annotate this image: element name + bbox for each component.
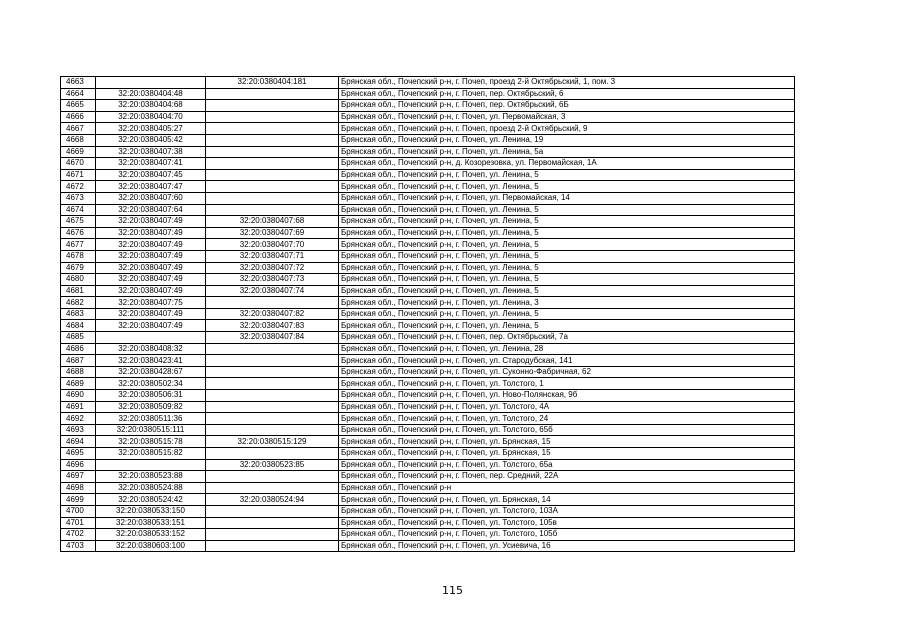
cadastral-number-cell: 32:20:0380524:42: [96, 494, 206, 506]
related-cadastral-number-cell: [206, 123, 339, 135]
related-cadastral-number-cell: [206, 134, 339, 146]
related-cadastral-number-cell: [206, 424, 339, 436]
row-number-cell: 4674: [61, 204, 96, 216]
table-row: [61, 123, 795, 135]
related-cadastral-number-cell: 32:20:0380407:74: [206, 285, 339, 297]
cadastral-number-cell: 32:20:0380515:82: [96, 448, 206, 460]
address-cell: Брянская обл., Почепский р-н, г. Почеп, ул. Толстого, 65б: [339, 424, 795, 436]
address-cell: Брянская обл., Почепский р-н, г. Почеп, проезд 2-й Октябрьский, 1, пом. 3: [339, 77, 795, 89]
table-row: [61, 308, 795, 320]
address-cell: Брянская обл., Почепский р-н, г. Почеп, ул. Ленина, 5: [339, 169, 795, 181]
cadastral-number-cell: 32:20:0380408:32: [96, 343, 206, 355]
cadastral-number-cell: 32:20:0380423:41: [96, 355, 206, 367]
table-row: [61, 424, 795, 436]
row-number-cell: 4702: [61, 529, 96, 541]
related-cadastral-number-cell: [206, 88, 339, 100]
cadastral-number-cell: 32:20:0380407:49: [96, 239, 206, 251]
address-cell: Брянская обл., Почепский р-н, г. Почеп, ул. Первомайская, 3: [339, 111, 795, 123]
address-cell: Брянская обл., Почепский р-н, г. Почеп, ул. Толстого, 65а: [339, 459, 795, 471]
cadastral-number-cell: 32:20:0380502:34: [96, 378, 206, 390]
address-cell: Брянская обл., Почепский р-н, г. Почеп, ул. Ленина, 5: [339, 274, 795, 286]
table-row: [61, 146, 795, 158]
table-row: [61, 77, 795, 89]
related-cadastral-number-cell: [206, 158, 339, 170]
address-cell: Брянская обл., Почепский р-н, г. Почеп, ул. Брянская, 15: [339, 448, 795, 460]
cadastral-number-cell: 32:20:0380523:88: [96, 471, 206, 483]
row-number-cell: 4677: [61, 239, 96, 251]
cadastral-number-cell: 32:20:0380506:31: [96, 390, 206, 402]
table-row: [61, 134, 795, 146]
row-number-cell: 4673: [61, 192, 96, 204]
row-number-cell: 4667: [61, 123, 96, 135]
related-cadastral-number-cell: 32:20:0380407:73: [206, 274, 339, 286]
row-number-cell: 4663: [61, 77, 96, 89]
table-row: [61, 297, 795, 309]
table-row: [61, 448, 795, 460]
row-number-cell: 4666: [61, 111, 96, 123]
address-cell: Брянская обл., Почепский р-н, г. Почеп, ул. Ново-Полянская, 9б: [339, 390, 795, 402]
table-row: [61, 540, 795, 552]
table-row: [61, 227, 795, 239]
row-number-cell: 4672: [61, 181, 96, 193]
table-row: [61, 158, 795, 170]
table-row: [61, 111, 795, 123]
row-number-cell: 4700: [61, 505, 96, 517]
related-cadastral-number-cell: [206, 204, 339, 216]
table-row: [61, 216, 795, 228]
table-row: [61, 262, 795, 274]
related-cadastral-number-cell: 32:20:0380407:82: [206, 308, 339, 320]
row-number-cell: 4669: [61, 146, 96, 158]
cadastral-number-cell: [96, 332, 206, 344]
related-cadastral-number-cell: [206, 169, 339, 181]
row-number-cell: 4692: [61, 413, 96, 425]
address-cell: Брянская обл., Почепский р-н, г. Почеп, ул. Ленина, 5: [339, 239, 795, 251]
related-cadastral-number-cell: [206, 448, 339, 460]
cadastral-number-cell: 32:20:0380407:49: [96, 308, 206, 320]
row-number-cell: 4699: [61, 494, 96, 506]
table-row: [61, 285, 795, 297]
cadastral-number-cell: 32:20:0380407:60: [96, 192, 206, 204]
related-cadastral-number-cell: [206, 505, 339, 517]
address-cell: Брянская обл., Почепский р-н, г. Почеп, ул. Толстого, 103А: [339, 505, 795, 517]
address-cell: Брянская обл., Почепский р-н, г. Почеп, ул. Ленина, 5: [339, 227, 795, 239]
related-cadastral-number-cell: 32:20:0380404:181: [206, 77, 339, 89]
table-row: [61, 355, 795, 367]
address-cell: Брянская обл., Почепский р-н, г. Почеп, ул. Ленина, 5: [339, 181, 795, 193]
table-row: [61, 482, 795, 494]
address-cell: Брянская обл., Почепский р-н, г. Почеп, ул. Суконно-Фабричная, 62: [339, 366, 795, 378]
related-cadastral-number-cell: [206, 540, 339, 552]
table-row: [61, 192, 795, 204]
related-cadastral-number-cell: 32:20:0380515:129: [206, 436, 339, 448]
address-cell: Брянская обл., Почепский р-н, г. Почеп, ул. Первомайская, 14: [339, 192, 795, 204]
cadastral-number-cell: 32:20:0380407:38: [96, 146, 206, 158]
table-row: [61, 436, 795, 448]
cadastral-number-cell: 32:20:0380404:48: [96, 88, 206, 100]
cadastral-number-cell: 32:20:0380405:27: [96, 123, 206, 135]
row-number-cell: 4697: [61, 471, 96, 483]
table-row: [61, 274, 795, 286]
address-cell: Брянская обл., Почепский р-н, г. Почеп, ул. Толстого, 24: [339, 413, 795, 425]
address-cell: Брянская обл., Почепский р-н, г. Почеп, ул. Ленина, 5: [339, 262, 795, 274]
table-row: [61, 471, 795, 483]
related-cadastral-number-cell: [206, 366, 339, 378]
row-number-cell: 4668: [61, 134, 96, 146]
row-number-cell: 4686: [61, 343, 96, 355]
address-cell: Брянская обл., Почепский р-н, г. Почеп, ул. Ленина, 5: [339, 216, 795, 228]
related-cadastral-number-cell: [206, 111, 339, 123]
cadastral-number-cell: 32:20:0380404:70: [96, 111, 206, 123]
related-cadastral-number-cell: 32:20:0380407:72: [206, 262, 339, 274]
table-row: [61, 459, 795, 471]
row-number-cell: 4691: [61, 401, 96, 413]
row-number-cell: 4670: [61, 158, 96, 170]
related-cadastral-number-cell: [206, 529, 339, 541]
property-register-table: [60, 76, 795, 552]
row-number-cell: 4675: [61, 216, 96, 228]
table-row: [61, 378, 795, 390]
register-table-body: [61, 77, 795, 552]
cadastral-number-cell: [96, 77, 206, 89]
table-row: [61, 517, 795, 529]
row-number-cell: 4664: [61, 88, 96, 100]
row-number-cell: 4689: [61, 378, 96, 390]
cadastral-number-cell: 32:20:0380405:42: [96, 134, 206, 146]
address-cell: Брянская обл., Почепский р-н, г. Почеп, ул. Ленина, 5: [339, 308, 795, 320]
address-cell: Брянская обл., Почепский р-н, г. Почеп, ул. Толстого, 105б: [339, 529, 795, 541]
related-cadastral-number-cell: 32:20:0380407:69: [206, 227, 339, 239]
related-cadastral-number-cell: [206, 343, 339, 355]
address-cell: Брянская обл., Почепский р-н, г. Почеп, ул. Ленина, 5: [339, 250, 795, 262]
table-row: [61, 169, 795, 181]
table-row: [61, 204, 795, 216]
address-cell: Брянская обл., Почепский р-н, г. Почеп, ул. Толстого, 1: [339, 378, 795, 390]
table-row: [61, 401, 795, 413]
related-cadastral-number-cell: 32:20:0380407:70: [206, 239, 339, 251]
address-cell: Брянская обл., Почепский р-н, г. Почеп, ул. Ленина, 28: [339, 343, 795, 355]
address-cell: Брянская обл., Почепский р-н, д. Козорезовка, ул. Первомайская, 1А: [339, 158, 795, 170]
address-cell: Брянская обл., Почепский р-н, г. Почеп, ул. Усиевича, 16: [339, 540, 795, 552]
table-row: [61, 100, 795, 112]
cadastral-number-cell: 32:20:0380407:49: [96, 285, 206, 297]
cadastral-number-cell: 32:20:0380407:64: [96, 204, 206, 216]
table-row: [61, 239, 795, 251]
related-cadastral-number-cell: [206, 146, 339, 158]
row-number-cell: 4680: [61, 274, 96, 286]
related-cadastral-number-cell: 32:20:0380407:68: [206, 216, 339, 228]
table-row: [61, 505, 795, 517]
related-cadastral-number-cell: [206, 192, 339, 204]
address-cell: Брянская обл., Почепский р-н, г. Почеп, пер. Октябрьский, 6: [339, 88, 795, 100]
address-cell: Брянская обл., Почепский р-н, г. Почеп, проезд 2-й Октябрьский, 9: [339, 123, 795, 135]
row-number-cell: 4696: [61, 459, 96, 471]
related-cadastral-number-cell: 32:20:0380407:84: [206, 332, 339, 344]
related-cadastral-number-cell: [206, 482, 339, 494]
cadastral-number-cell: 32:20:0380511:36: [96, 413, 206, 425]
table-row: [61, 366, 795, 378]
related-cadastral-number-cell: 32:20:0380524:94: [206, 494, 339, 506]
address-cell: Брянская обл., Почепский р-н, г. Почеп, пер. Октябрьский, 6Б: [339, 100, 795, 112]
row-number-cell: 4701: [61, 517, 96, 529]
cadastral-number-cell: 32:20:0380407:49: [96, 250, 206, 262]
related-cadastral-number-cell: [206, 390, 339, 402]
page-number: 115: [442, 584, 463, 597]
table-row: [61, 181, 795, 193]
cadastral-number-cell: 32:20:0380407:75: [96, 297, 206, 309]
related-cadastral-number-cell: 32:20:0380523:85: [206, 459, 339, 471]
table-row: [61, 390, 795, 402]
row-number-cell: 4685: [61, 332, 96, 344]
row-number-cell: 4671: [61, 169, 96, 181]
row-number-cell: 4694: [61, 436, 96, 448]
address-cell: Брянская обл., Почепский р-н, г. Почеп, ул. Брянская, 14: [339, 494, 795, 506]
table-row: [61, 320, 795, 332]
address-cell: Брянская обл., Почепский р-н, г. Почеп, ул. Толстого, 105в: [339, 517, 795, 529]
cadastral-number-cell: 32:20:0380533:151: [96, 517, 206, 529]
address-cell: Брянская обл., Почепский р-н, г. Почеп, ул. Стародубская, 141: [339, 355, 795, 367]
related-cadastral-number-cell: [206, 413, 339, 425]
address-cell: Брянская обл., Почепский р-н, г. Почеп, пер. Средний, 22А: [339, 471, 795, 483]
table-row: [61, 332, 795, 344]
row-number-cell: 4676: [61, 227, 96, 239]
cadastral-number-cell: 32:20:0380515:78: [96, 436, 206, 448]
row-number-cell: 4681: [61, 285, 96, 297]
address-cell: Брянская обл., Почепский р-н, г. Почеп, ул. Брянская, 15: [339, 436, 795, 448]
address-cell: Брянская обл., Почепский р-н, г. Почеп, ул. Ленина, 5: [339, 204, 795, 216]
row-number-cell: 4684: [61, 320, 96, 332]
related-cadastral-number-cell: [206, 100, 339, 112]
address-cell: Брянская обл., Почепский р-н, г. Почеп, ул. Толстого, 4А: [339, 401, 795, 413]
row-number-cell: 4690: [61, 390, 96, 402]
row-number-cell: 4693: [61, 424, 96, 436]
table-row: [61, 250, 795, 262]
row-number-cell: 4703: [61, 540, 96, 552]
related-cadastral-number-cell: [206, 297, 339, 309]
table-row: [61, 494, 795, 506]
cadastral-number-cell: 32:20:0380404:68: [96, 100, 206, 112]
table-row: [61, 413, 795, 425]
cadastral-number-cell: 32:20:0380407:47: [96, 181, 206, 193]
cadastral-number-cell: 32:20:0380407:49: [96, 262, 206, 274]
cadastral-number-cell: 32:20:0380515:111: [96, 424, 206, 436]
table-row: [61, 343, 795, 355]
cadastral-number-cell: 32:20:0380509:82: [96, 401, 206, 413]
cadastral-number-cell: [96, 459, 206, 471]
cadastral-number-cell: 32:20:0380603:100: [96, 540, 206, 552]
address-cell: Брянская обл., Почепский р-н, г. Почеп, ул. Ленина, 5а: [339, 146, 795, 158]
row-number-cell: 4698: [61, 482, 96, 494]
related-cadastral-number-cell: [206, 355, 339, 367]
address-cell: Брянская обл., Почепский р-н, г. Почеп, ул. Ленина, 3: [339, 297, 795, 309]
row-number-cell: 4682: [61, 297, 96, 309]
address-cell: Брянская обл., Почепский р-н, г. Почеп, ул. Ленина, 5: [339, 320, 795, 332]
address-cell: Брянская обл., Почепский р-н, г. Почеп, ул. Ленина, 19: [339, 134, 795, 146]
row-number-cell: 4695: [61, 448, 96, 460]
row-number-cell: 4678: [61, 250, 96, 262]
table-row: [61, 529, 795, 541]
cadastral-number-cell: 32:20:0380407:49: [96, 227, 206, 239]
cadastral-number-cell: 32:20:0380407:49: [96, 216, 206, 228]
related-cadastral-number-cell: 32:20:0380407:83: [206, 320, 339, 332]
row-number-cell: 4683: [61, 308, 96, 320]
cadastral-number-cell: 32:20:0380428:67: [96, 366, 206, 378]
row-number-cell: 4688: [61, 366, 96, 378]
related-cadastral-number-cell: [206, 378, 339, 390]
address-cell: Брянская обл., Почепский р-н, г. Почеп, пер. Октябрьский, 7а: [339, 332, 795, 344]
cadastral-number-cell: 32:20:0380533:150: [96, 505, 206, 517]
cadastral-number-cell: 32:20:0380407:41: [96, 158, 206, 170]
cadastral-number-cell: 32:20:0380524:88: [96, 482, 206, 494]
cadastral-number-cell: 32:20:0380407:49: [96, 320, 206, 332]
row-number-cell: 4687: [61, 355, 96, 367]
cadastral-number-cell: 32:20:0380407:45: [96, 169, 206, 181]
related-cadastral-number-cell: [206, 181, 339, 193]
row-number-cell: 4665: [61, 100, 96, 112]
related-cadastral-number-cell: [206, 401, 339, 413]
cadastral-number-cell: 32:20:0380533:152: [96, 529, 206, 541]
address-cell: Брянская обл., Почепский р-н: [339, 482, 795, 494]
related-cadastral-number-cell: 32:20:0380407:71: [206, 250, 339, 262]
related-cadastral-number-cell: [206, 517, 339, 529]
cadastral-number-cell: 32:20:0380407:49: [96, 274, 206, 286]
table-row: [61, 88, 795, 100]
row-number-cell: 4679: [61, 262, 96, 274]
related-cadastral-number-cell: [206, 471, 339, 483]
address-cell: Брянская обл., Почепский р-н, г. Почеп, ул. Ленина, 5: [339, 285, 795, 297]
